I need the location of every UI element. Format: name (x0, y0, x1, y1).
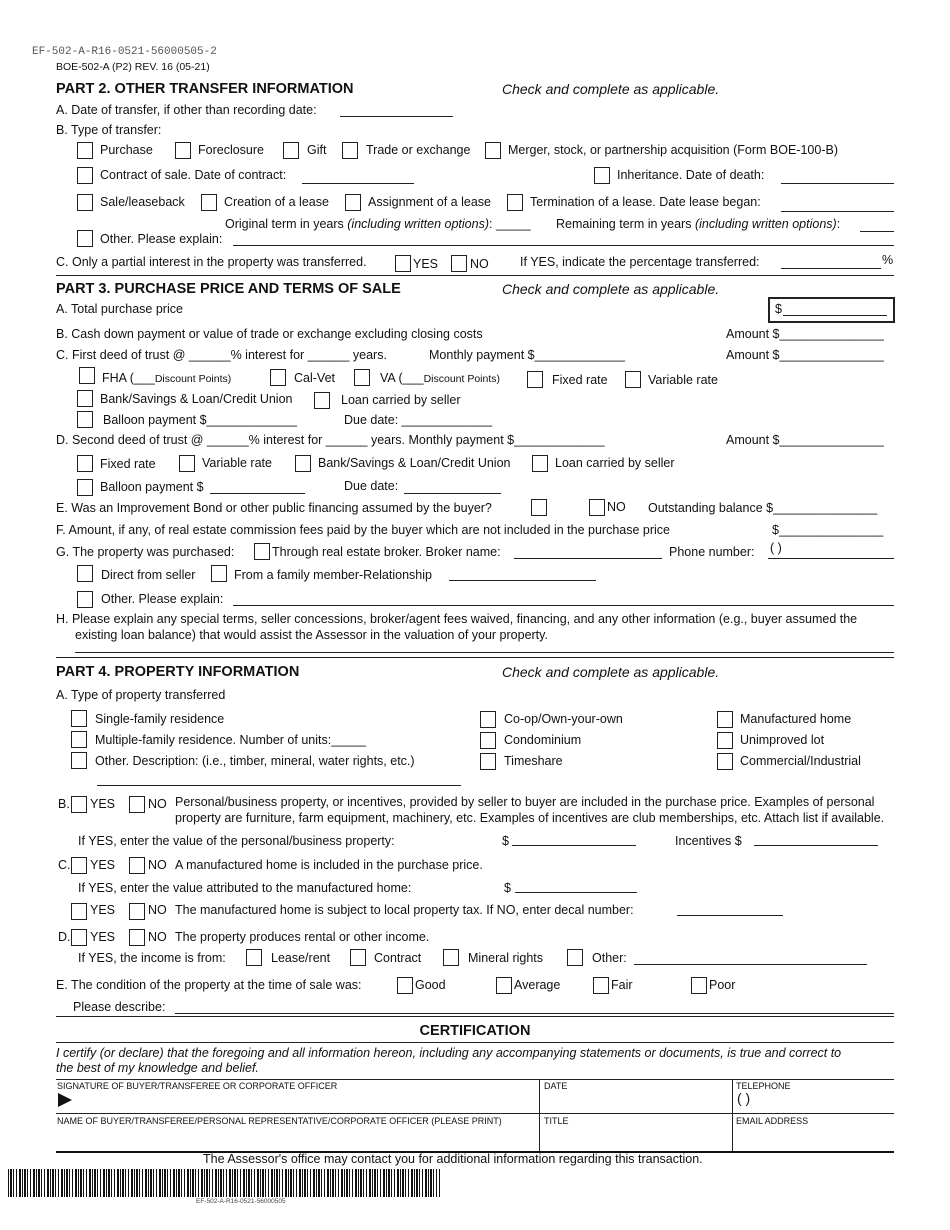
part4-check-note: Check and complete as applicable. (502, 664, 720, 680)
second-bank-checkbox[interactable] (295, 455, 311, 472)
fha-label: FHA (___Discount Points) (102, 371, 232, 385)
condition-average-checkbox[interactable] (496, 977, 512, 994)
gift-checkbox[interactable] (283, 142, 299, 159)
part4-a-label: A. Type of property transferred (56, 688, 226, 702)
lease-rent-checkbox[interactable] (246, 949, 262, 966)
divider (732, 1079, 733, 1151)
divider (539, 1079, 540, 1151)
divider (56, 1016, 894, 1017)
foreclosure-checkbox[interactable] (175, 142, 191, 159)
manuf-included-yes-checkbox[interactable] (71, 857, 87, 874)
second-balloon-field[interactable] (210, 493, 305, 494)
part4-b-line2: property are furniture, farm equipment, machinery, etc. Examples of incentives are club memberships, etc. Attach list if available. (175, 811, 885, 825)
divider (56, 1042, 894, 1043)
timeshare-label: Timeshare (504, 754, 563, 768)
part3-title: PART 3. PURCHASE PRICE AND TERMS OF SALE (56, 281, 401, 297)
part3-check-note: Check and complete as applicable. (502, 281, 720, 297)
other-income-label: Other: (592, 951, 627, 965)
certification-text-line2: the best of my knowledge and belief. (56, 1061, 259, 1075)
va-label: VA (___Discount Points) (380, 371, 501, 385)
signature-field[interactable] (60, 1091, 536, 1111)
form-id: EF-502-A-R16-0521-56000505-2 (32, 46, 217, 58)
other-transfer-label: Other. Please explain: (100, 232, 223, 246)
coop-label: Co-op/Own-your-own (504, 712, 623, 726)
other-income-checkbox[interactable] (567, 949, 583, 966)
outstanding-balance[interactable]: Outstanding balance $_______________ (648, 501, 878, 515)
unimproved-lot-label: Unimproved lot (740, 733, 825, 747)
first-balloon-checkbox[interactable] (77, 411, 93, 428)
purchase-checkbox[interactable] (77, 142, 93, 159)
first-variable-rate-checkbox[interactable] (625, 371, 641, 388)
timeshare-checkbox[interactable] (480, 753, 496, 770)
other-property-label: Other. Description: (i.e., timber, mineral, water rights, etc.) (95, 754, 415, 768)
personal-dollar: $ (502, 834, 509, 848)
second-due-label: Due date: (344, 479, 399, 493)
other-purchase-field[interactable] (233, 605, 894, 606)
condition-poor-checkbox[interactable] (691, 977, 707, 994)
percentage-label: If YES, indicate the percentage transferred: (520, 255, 760, 269)
calvet-checkbox[interactable] (270, 369, 286, 386)
manuf-tax-no-label: NO (148, 903, 167, 917)
other-income-field[interactable] (634, 964, 867, 965)
rental-no-checkbox[interactable] (129, 929, 145, 946)
part4-b-line1: Personal/business property, or incentives, provided by seller to buyer are included in the purchase price. Examples of personal (175, 795, 875, 809)
part4-c-line1: A manufactured home is included in the purchase price. (175, 858, 483, 872)
bond-no-checkbox[interactable] (589, 499, 605, 516)
second-deed-amount[interactable]: Amount $_______________ (726, 433, 884, 447)
first-due-date[interactable]: Due date: _____________ (344, 413, 493, 427)
remaining-term-field[interactable] (860, 231, 894, 232)
first-monthly-payment[interactable]: Monthly payment $_____________ (429, 348, 625, 362)
inheritance-label: Inheritance. Date of death: (617, 168, 765, 182)
calvet-label: Cal-Vet (294, 371, 335, 385)
second-fixed-rate-label: Fixed rate (100, 457, 156, 471)
part2-title: PART 2. OTHER TRANSFER INFORMATION (56, 81, 354, 97)
partial-yes-label: YES (413, 257, 439, 271)
other-purchase-checkbox[interactable] (77, 591, 93, 608)
second-balloon-checkbox[interactable] (77, 479, 93, 496)
termination-lease-checkbox[interactable] (507, 194, 523, 211)
other-property-checkbox[interactable] (71, 752, 87, 769)
signature-heading: SIGNATURE OF BUYER/TRANSFEREE OR CORPORATE OFFICER (57, 1081, 338, 1091)
date-field[interactable] (542, 1091, 728, 1111)
death-date-field[interactable] (781, 183, 894, 184)
manuf-included-yes-label: YES (90, 858, 116, 872)
saleleaseback-label: Sale/leaseback (100, 195, 185, 209)
total-price-field[interactable] (768, 297, 895, 323)
second-seller-loan-checkbox[interactable] (532, 455, 548, 472)
other-description-field[interactable] (97, 785, 461, 786)
contract-label: Contract of sale. Date of contract: (100, 168, 287, 182)
name-heading: NAME OF BUYER/TRANSFEREE/PERSONAL REPRESENTATIVE/CORPORATE OFFICER (PLEASE PRINT) (57, 1116, 502, 1126)
assignment-lease-checkbox[interactable] (345, 194, 361, 211)
describe-label: Please describe: (73, 1000, 166, 1014)
personal-property-yes-label: YES (90, 797, 116, 811)
single-family-checkbox[interactable] (71, 710, 87, 727)
first-seller-loan-label: Loan carried by seller (341, 393, 461, 407)
contract-date-field[interactable] (302, 183, 414, 184)
part3-g-label: G. The property was purchased: (56, 545, 235, 559)
part3-h-line1: H. Please explain any special terms, seller concessions, broker/agent fees waived, financing, and any other information (e.g., buyer assumed the (56, 612, 858, 626)
first-bank-label: Bank/Savings & Loan/Credit Union (100, 392, 293, 406)
rental-no-label: NO (148, 930, 167, 944)
telephone-field[interactable]: ( ) (737, 1090, 751, 1106)
transfer-date-field[interactable] (340, 116, 453, 117)
total-price-underline (783, 315, 887, 316)
first-balloon-label[interactable]: Balloon payment $_____________ (103, 413, 297, 427)
first-bank-checkbox[interactable] (77, 390, 93, 407)
multi-family-label: Multiple-family residence. Number of units:_____ (95, 733, 366, 747)
inheritance-checkbox[interactable] (594, 167, 610, 184)
part4-b-label: B. (58, 797, 70, 811)
part4-c-line2: If YES, enter the value attributed to the manufactured home: (78, 881, 412, 895)
divider (56, 657, 894, 658)
direct-seller-label: Direct from seller (101, 568, 196, 582)
certification-title: CERTIFICATION (419, 1023, 531, 1039)
phone-field[interactable] (768, 558, 894, 559)
part2-c-label: C. Only a partial interest in the property was transferred. (56, 255, 367, 269)
remaining-term-label: Remaining term in years (including written options): (556, 217, 841, 231)
purchase-label: Purchase (100, 143, 153, 157)
manuf-included-no-label: NO (148, 858, 167, 872)
merger-checkbox[interactable] (485, 142, 501, 159)
phone-paren: ( ) (770, 541, 782, 555)
family-member-label: From a family member-Relationship (234, 568, 432, 582)
personal-value-field[interactable] (512, 845, 636, 846)
part3-d-label: D. Second deed of trust @ ______% interest for ______ years. Monthly payment $_____________ (56, 433, 605, 447)
part2-a-label: A. Date of transfer, if other than recording date: (56, 103, 317, 117)
cash-down-amount[interactable]: Amount $_______________ (726, 327, 884, 341)
gift-label: Gift (307, 143, 327, 157)
broker-name-field[interactable] (514, 558, 662, 559)
lease-began-field[interactable] (781, 211, 894, 212)
other-transfer-field[interactable] (233, 245, 894, 246)
email-heading: EMAIL ADDRESS (736, 1116, 809, 1126)
part4-b-value-label: If YES, enter the value of the personal/business property: (78, 834, 395, 848)
rental-yes-label: YES (90, 930, 116, 944)
manuf-dollar: $ (504, 881, 511, 895)
other-purchase-label: Other. Please explain: (101, 592, 224, 606)
va-checkbox[interactable] (354, 369, 370, 386)
broker-label: Through real estate broker. Broker name: (272, 545, 501, 559)
condition-good-checkbox[interactable] (397, 977, 413, 994)
single-family-label: Single-family residence (95, 712, 225, 726)
first-fixed-rate-checkbox[interactable] (527, 371, 543, 388)
manufactured-home-label: Manufactured home (740, 712, 852, 726)
part4-c-line3: The manufactured home is subject to local property tax. If NO, enter decal number: (175, 903, 634, 917)
part3-e-label: E. Was an Improvement Bond or other public financing assumed by the buyer? (56, 501, 492, 515)
foreclosure-label: Foreclosure (198, 143, 264, 157)
contact-notice: The Assessor's office may contact you for additional information regarding this transaction. (203, 1152, 703, 1166)
rental-yes-checkbox[interactable] (71, 929, 87, 946)
form-revision: BOE-502-A (P2) REV. 16 (05-21) (56, 61, 210, 73)
part2-b-label: B. Type of transfer: (56, 123, 162, 137)
termination-lease-label: Termination of a lease. Date lease began: (530, 195, 761, 209)
condition-fair-checkbox[interactable] (593, 977, 609, 994)
explain-field[interactable] (75, 652, 894, 653)
manuf-tax-yes-checkbox[interactable] (71, 903, 87, 920)
barcode-icon (8, 1169, 440, 1197)
partial-no-label: NO (470, 257, 489, 271)
condominium-checkbox[interactable] (480, 732, 496, 749)
date-heading: DATE (544, 1081, 568, 1091)
condition-good-label: Good (415, 978, 446, 992)
title-field[interactable] (542, 1127, 728, 1149)
incentives-field[interactable] (754, 845, 878, 846)
unimproved-lot-checkbox[interactable] (717, 732, 733, 749)
commission-amount[interactable]: $_______________ (772, 523, 884, 537)
condition-fair-label: Fair (611, 978, 633, 992)
condominium-label: Condominium (504, 733, 582, 747)
original-term-label: Original term in years (including written options): _____ (225, 217, 531, 231)
relationship-field[interactable] (449, 580, 596, 581)
manuf-tax-yes-label: YES (90, 903, 116, 917)
manuf-value-field[interactable] (515, 892, 637, 893)
family-member-checkbox[interactable] (211, 565, 227, 582)
personal-property-no-checkbox[interactable] (129, 796, 145, 813)
bond-no-label: NO (607, 500, 626, 514)
condition-average-label: Average (514, 978, 561, 992)
multi-family-checkbox[interactable] (71, 731, 87, 748)
phone-label: Phone number: (669, 545, 755, 559)
creation-lease-checkbox[interactable] (201, 194, 217, 211)
mineral-rights-checkbox[interactable] (443, 949, 459, 966)
percent-sign: % (882, 253, 894, 267)
part4-e-label: E. The condition of the property at the time of sale was: (56, 978, 362, 992)
lease-rent-label: Lease/rent (271, 951, 331, 965)
manufactured-home-checkbox[interactable] (717, 711, 733, 728)
part4-title: PART 4. PROPERTY INFORMATION (56, 664, 300, 680)
part4-c-label: C. (58, 858, 71, 872)
part4-d-line1: The property produces rental or other income. (175, 930, 430, 944)
part2-check-note: Check and complete as applicable. (502, 81, 720, 97)
manuf-tax-no-checkbox[interactable] (129, 903, 145, 920)
other-transfer-checkbox[interactable] (77, 230, 93, 247)
bond-yes-checkbox[interactable] (531, 499, 547, 516)
part4-d-line2: If YES, the income is from: (78, 951, 226, 965)
partial-yes-checkbox[interactable] (395, 255, 411, 272)
title-heading: TITLE (544, 1116, 569, 1126)
incentives-label: Incentives $ (675, 834, 742, 848)
broker-checkbox[interactable] (254, 543, 270, 560)
first-seller-loan-checkbox[interactable] (314, 392, 330, 409)
decal-number-field[interactable] (677, 915, 783, 916)
part3-a-label: A. Total purchase price (56, 302, 183, 316)
personal-property-yes-checkbox[interactable] (71, 796, 87, 813)
commercial-checkbox[interactable] (717, 753, 733, 770)
partial-no-checkbox[interactable] (451, 255, 467, 272)
certification-text-line1: I certify (or declare) that the foregoing and all information hereon, including any accompanying statements or documents, is true and correct to (56, 1046, 842, 1060)
saleleaseback-checkbox[interactable] (77, 194, 93, 211)
email-field[interactable] (736, 1127, 892, 1149)
trade-label: Trade or exchange (366, 143, 471, 157)
part3-c-label: C. First deed of trust @ ______% interest for ______ years. (56, 348, 387, 362)
contract-income-label: Contract (374, 951, 422, 965)
first-deed-amount[interactable]: Amount $_______________ (726, 348, 884, 362)
merger-label: Merger, stock, or partnership acquisition (Form BOE-100-B) (508, 143, 838, 157)
first-variable-rate-label: Variable rate (648, 373, 718, 387)
coop-checkbox[interactable] (480, 711, 496, 728)
personal-property-no-label: NO (148, 797, 167, 811)
first-fixed-rate-label: Fixed rate (552, 373, 608, 387)
describe-field[interactable] (175, 1013, 894, 1014)
second-seller-loan-label: Loan carried by seller (555, 456, 675, 470)
part4-d-label: D. (58, 930, 71, 944)
percentage-field[interactable] (781, 268, 881, 269)
total-price-dollar: $ (775, 302, 782, 316)
direct-seller-checkbox[interactable] (77, 565, 93, 582)
part3-f-label: F. Amount, if any, of real estate commission fees paid by the buyer which are not included in the purchase price (56, 523, 670, 537)
telephone-heading: TELEPHONE (736, 1081, 791, 1091)
contract-checkbox[interactable] (77, 167, 93, 184)
divider (56, 1113, 894, 1114)
contract-income-checkbox[interactable] (350, 949, 366, 966)
manuf-included-no-checkbox[interactable] (129, 857, 145, 874)
fha-checkbox[interactable] (79, 367, 95, 384)
divider (56, 1079, 894, 1080)
second-variable-rate-label: Variable rate (202, 456, 272, 470)
barcode-text: EF-502-A-R16-0521-56000505 (196, 1198, 286, 1205)
part3-h-line2: existing loan balance) that would assist the Assessor in the valuation of your property. (75, 628, 548, 642)
second-balloon-label: Balloon payment $ (100, 480, 204, 494)
condition-poor-label: Poor (709, 978, 736, 992)
divider (56, 275, 894, 276)
second-due-field[interactable] (404, 493, 501, 494)
trade-checkbox[interactable] (342, 142, 358, 159)
part3-b-label: B. Cash down payment or value of trade or exchange excluding closing costs (56, 327, 483, 341)
creation-lease-label: Creation of a lease (224, 195, 329, 209)
name-field[interactable] (60, 1127, 536, 1149)
assignment-lease-label: Assignment of a lease (368, 195, 491, 209)
mineral-rights-label: Mineral rights (468, 951, 544, 965)
commercial-label: Commercial/Industrial (740, 754, 861, 768)
second-bank-label: Bank/Savings & Loan/Credit Union (318, 456, 511, 470)
second-fixed-rate-checkbox[interactable] (77, 455, 93, 472)
second-variable-rate-checkbox[interactable] (179, 455, 195, 472)
